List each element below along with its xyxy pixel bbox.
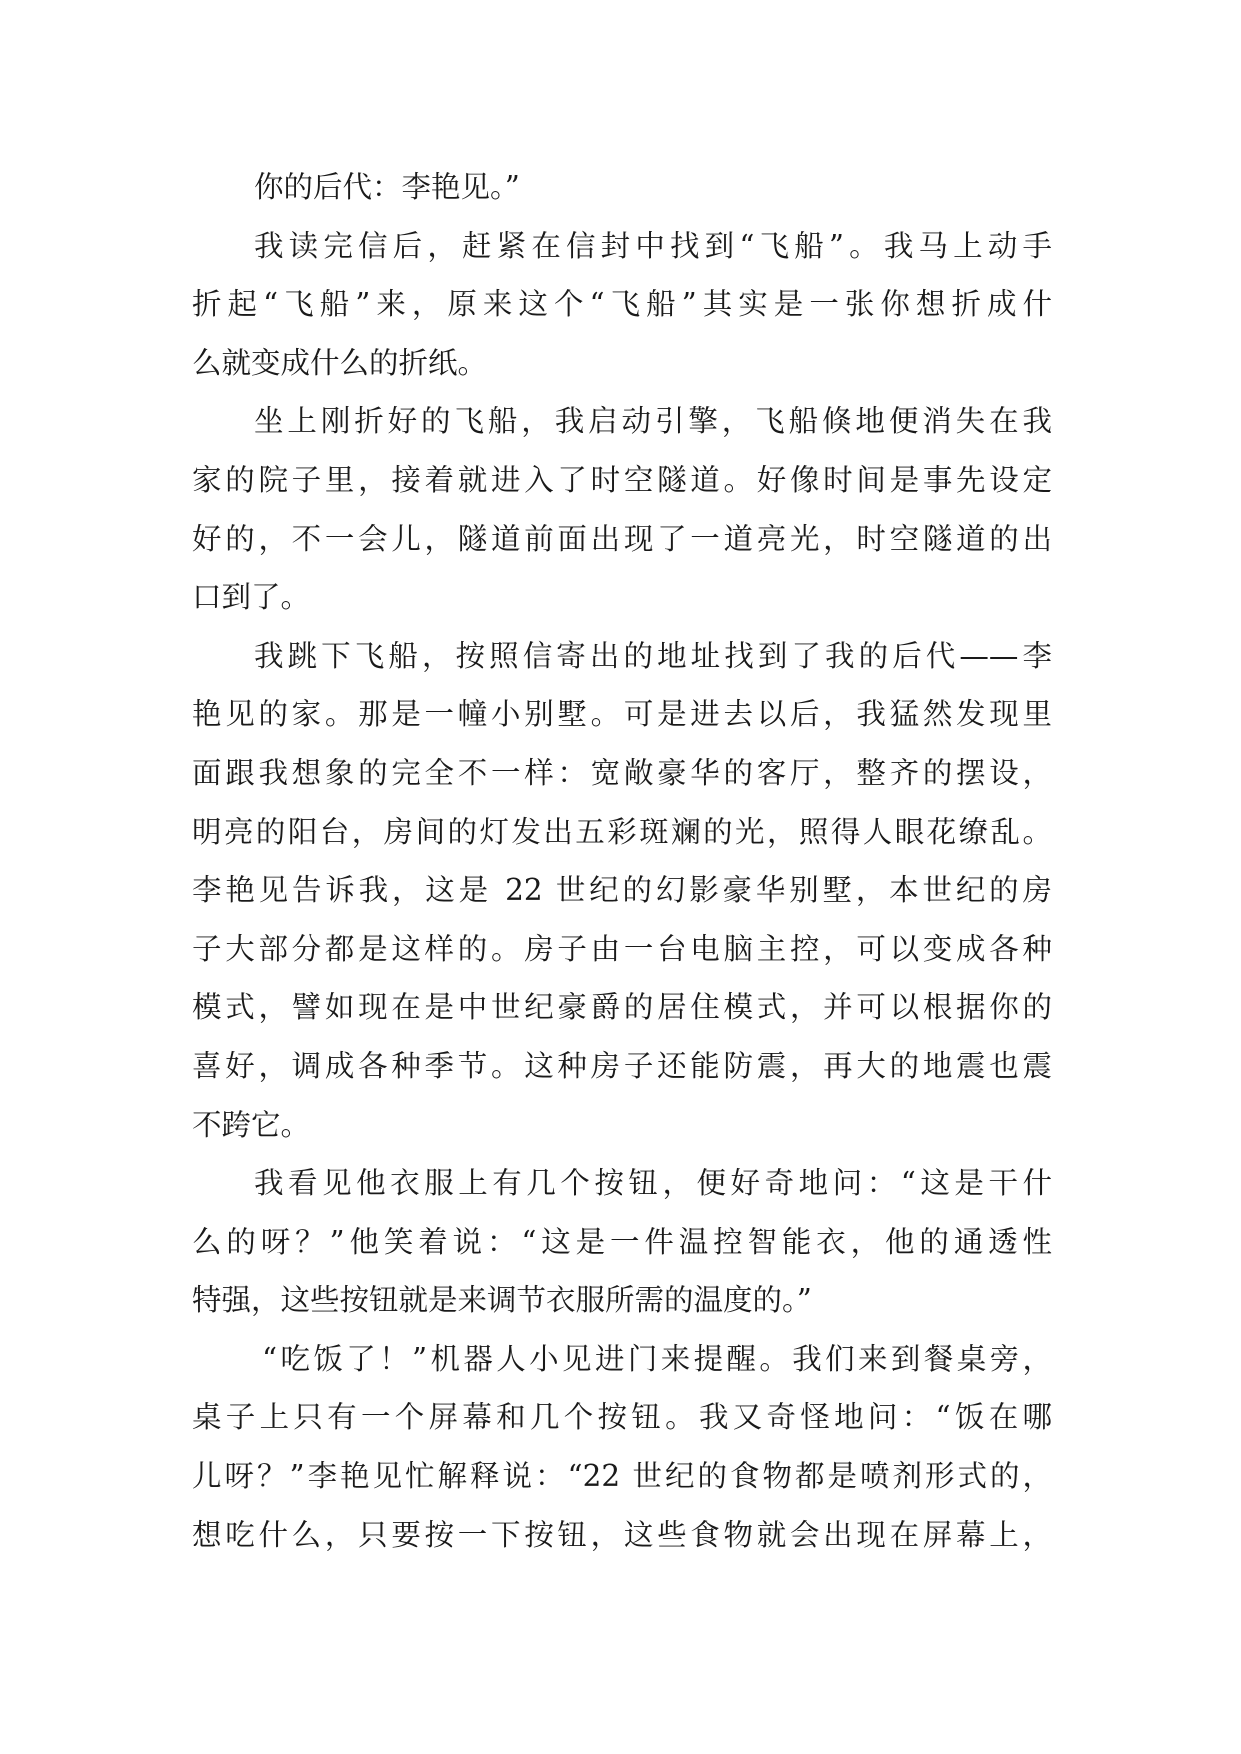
text-line: 我看见他衣服上有几个按钮，便好奇地问：“这是干什 — [254, 1166, 1052, 1201]
text-line: 你的后代：李艳见。” — [254, 170, 520, 204]
text-line: 我读完信后，赶紧在信封中找到“飞船”。我马上动手 — [254, 228, 1052, 263]
text-line: 好的，不一会儿，隧道前面出现了一道亮光，时空隧道的出 — [192, 521, 1052, 556]
text-line: 想吃什么，只要按一下按钮，这些食物就会出现在屏幕上， — [192, 1517, 1052, 1552]
body-text — [192, 158, 1052, 1564]
text-line: 折起“飞船”来，原来这个“飞船”其实是一张你想折成什 — [192, 287, 1052, 322]
text-line: 口到了。 — [192, 580, 311, 615]
text-line: 艳见的家。那是一幢小别墅。可是进去以后，我猛然发现里 — [192, 697, 1052, 732]
text-line: 特强，这些按钮就是来调节衣服所需的温度的。” — [192, 1283, 812, 1318]
text-line: 么的呀？”他笑着说：“这是一件温控智能衣，他的通透性 — [192, 1224, 1052, 1259]
text-line: 坐上刚折好的飞船，我启动引擎，飞船倏地便消失在我 — [254, 404, 1052, 439]
text-line: 不跨它。 — [192, 1107, 311, 1142]
text-line: 桌子上只有一个屏幕和几个按钮。我又奇怪地问：“饭在哪 — [192, 1400, 1052, 1435]
text-line: 模式，譬如现在是中世纪豪爵的居住模式，并可以根据你的 — [192, 990, 1052, 1025]
text-line: 李艳见告诉我，这是 22 世纪的幻影豪华别墅，本世纪的房 — [192, 873, 1052, 908]
text-line: “吃饭了！”机器人小见进门来提醒。我们来到餐桌旁， — [262, 1341, 1052, 1376]
text-line: 我跳下飞船，按照信寄出的地址找到了我的后代——李 — [254, 638, 1052, 673]
text-line: 么就变成什么的折纸。 — [192, 345, 488, 380]
text-line: 家的院子里，接着就进入了时空隧道。好像时间是事先设定 — [192, 462, 1052, 497]
text-line: 面跟我想象的完全不一样：宽敞豪华的客厅，整齐的摆设， — [192, 755, 1052, 790]
text-line: 喜好，调成各种季节。这种房子还能防震，再大的地震也震 — [192, 1048, 1052, 1083]
text-line: 儿呀？”李艳见忙解释说：“22 世纪的食物都是喷剂形式的， — [192, 1459, 1052, 1494]
text-line: 子大部分都是这样的。房子由一台电脑主控，可以变成各种 — [192, 931, 1052, 966]
text-line: 明亮的阳台，房间的灯发出五彩斑斓的光，照得人眼花缭乱。 — [192, 814, 1052, 849]
